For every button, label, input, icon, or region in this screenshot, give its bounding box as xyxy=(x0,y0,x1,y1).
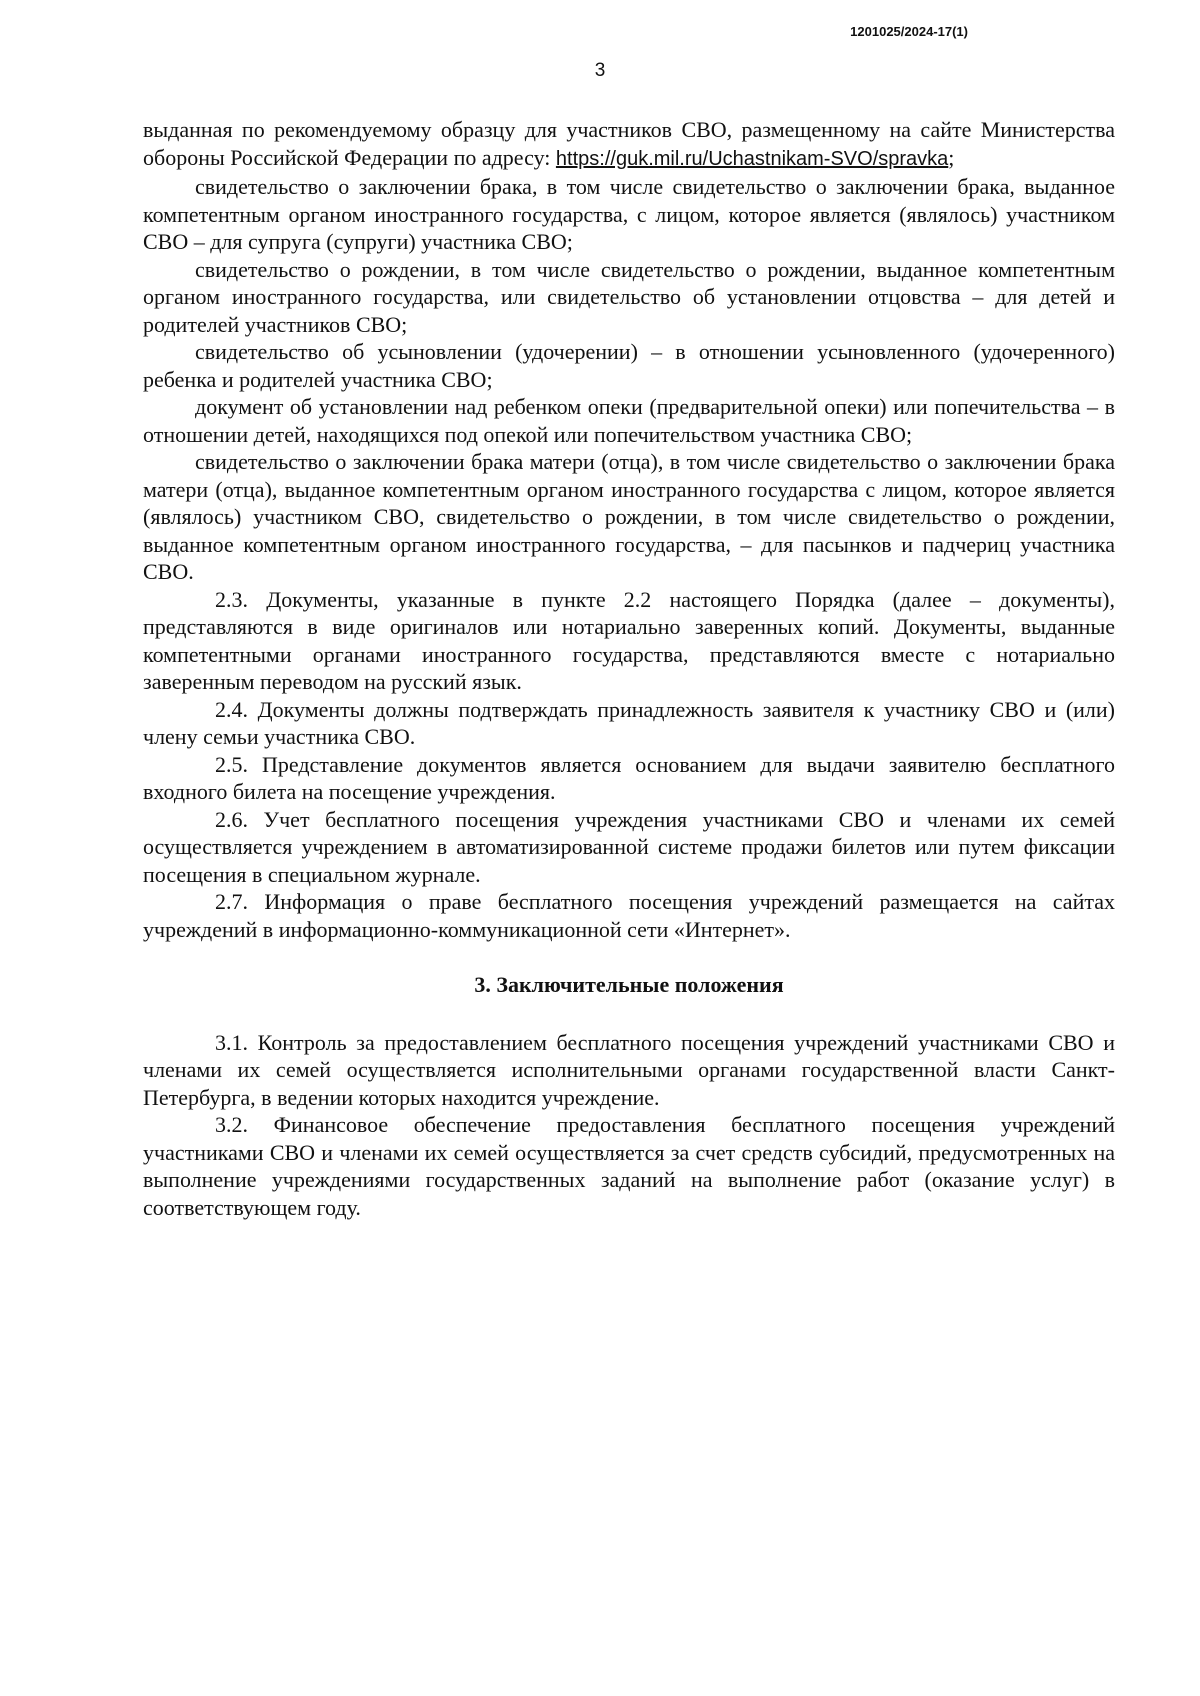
paragraph-adoption-certificate: свидетельство об усыновлении (удочерении) – в отношении усыновленного (удочеренного) ребенка и родителей участника СВО; xyxy=(143,339,1115,392)
document-body xyxy=(143,116,1115,1221)
paragraph-marriage-certificate: свидетельство о заключении брака, в том числе свидетельство о заключении брака, выданное компетентным органом иностранного государства, с лицом, которое является (являлось) участником СВО – для супруга (супруги) участника СВО; xyxy=(143,174,1115,254)
mil-ru-link[interactable]: https://guk.mil.ru/Uchastnikam-SVO/spravka xyxy=(555,147,949,170)
paragraph-3-2: 3.2. Финансовое обеспечение предоставления бесплатного посещения учреждений участниками СВО и членами их семей осуществляется за счет средств субсидий, предусмотренных на выполнение учреждениями государственных заданий на выполнение работ (оказание услуг) в соответствующем году. xyxy=(143,1112,1115,1220)
paragraph-2-4: 2.4. Документы должны подтверждать принадлежность заявителя к участнику СВО и (или) члену семьи участника СВО. xyxy=(143,696,1115,749)
paragraph-text: выданная по рекомендуемому образцу для участников СВО, размещенному на сайте Министерства обороны Российской Федерации по адресу: xyxy=(143,117,1115,170)
paragraph-end: ; xyxy=(948,144,955,170)
paragraph-issued-certificate xyxy=(143,116,1115,173)
paragraph-2-5: 2.5. Представление документов является основанием для выдачи заявителю бесплатного входного билета на посещение учреждения. xyxy=(143,751,1115,804)
section-heading-final-provisions: 3. Заключительные положения xyxy=(474,972,784,997)
paragraph-2-3: 2.3. Документы, указанные в пункте 2.2 настоящего Порядка (далее – документы), представляются в виде оригиналов или нотариально заверенных копий. Документы, выданные компетентными органами иностранного государства, представляются вместе с нотариально заверенным переводом на русский язык. xyxy=(143,586,1115,694)
paragraph-guardianship-document: документ об установлении над ребенком опеки (предварительной опеки) или попечительства – в отношении детей, находящихся под опекой или попечительством участника СВО; xyxy=(143,394,1115,447)
paragraph-3-1: 3.1. Контроль за предоставлением бесплатного посещения учреждений участниками СВО и членами их семей осуществляется исполнительными органами государственной власти Санкт-Петербурга, в ведении которых находится учреждение. xyxy=(143,1029,1115,1110)
paragraph-stepchildren-documents: свидетельство о заключении брака матери (отца), в том числе свидетельство о заключении брака матери (отца), выданное компетентным органом иностранного государства с лицом, которое является (являлось) участником СВО, свидетельство о рождении, в том числе свидетельство о рождении, выданное компетентным органом иностранного государства, – для пасынков и падчериц участника СВО. xyxy=(143,449,1115,584)
paragraph-2-6: 2.6. Учет бесплатного посещения учреждения участниками СВО и членами их семей осуществляется учреждением в автоматизированной системе продажи билетов или путем фиксации посещения в специальном журнале. xyxy=(143,806,1115,887)
paragraph-birth-certificate: свидетельство о рождении, в том числе свидетельство о рождении, выданное компетентным органом иностранного государства, или свидетельство об установлении отцовства – для детей и родителей участников СВО; xyxy=(143,256,1115,337)
page-number: 3 xyxy=(594,60,606,81)
document-registration-number: 1201025/2024-17(1) xyxy=(850,24,968,39)
paragraph-2-7: 2.7. Информация о праве бесплатного посещения учреждений размещается на сайтах учреждений в информационно-коммуникационной сети «Интернет». xyxy=(143,889,1115,942)
